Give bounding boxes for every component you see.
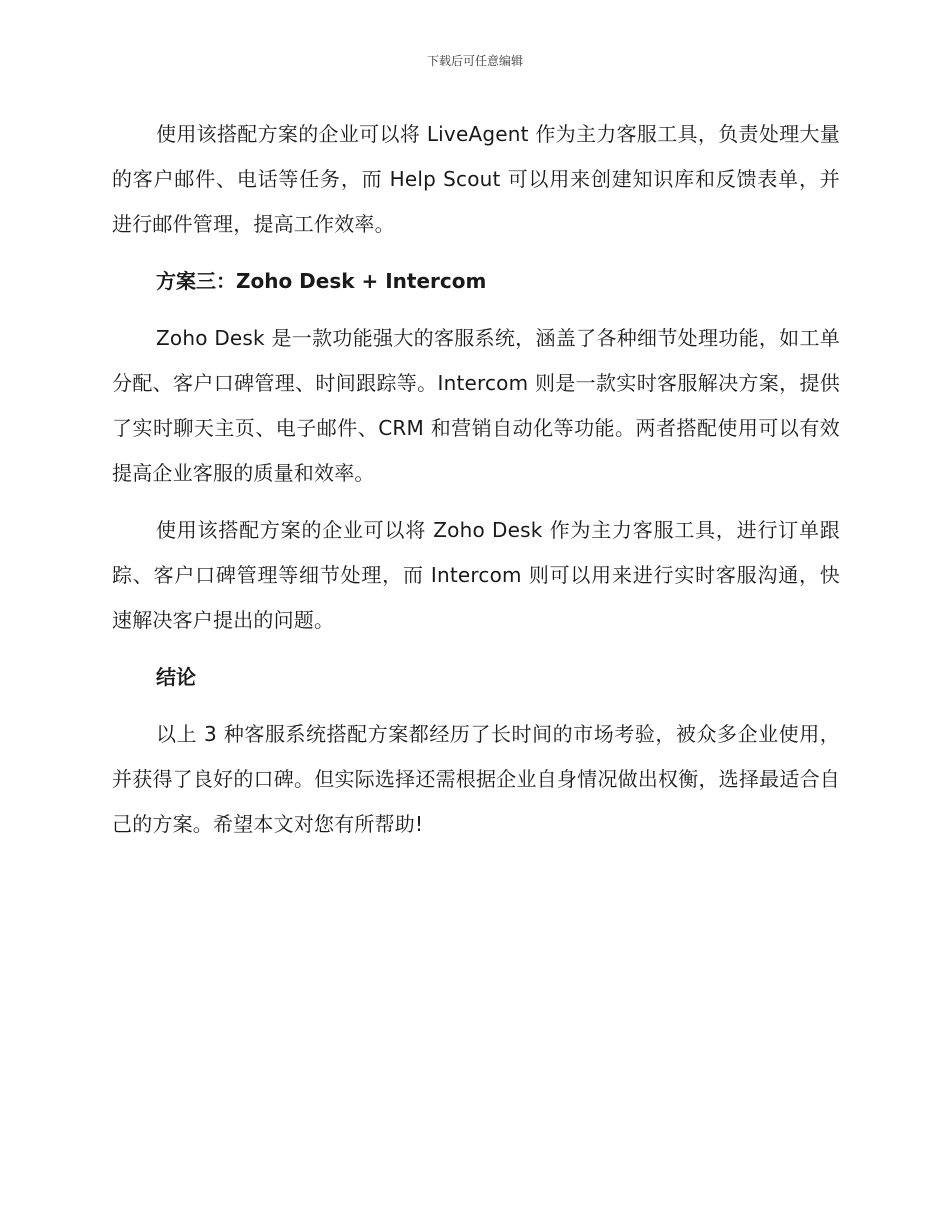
paragraph-zoho-intercom-intro: Zoho Desk 是一款功能强大的客服系统，涵盖了各种细节处理功能，如工单分配、客户口碑管理、时间跟踪等。Intercom 则是一款实时客服解决方案，提供了实时聊天主页、电子邮件、CRM 和营销自动化等功能。两者搭配使用可以有效提高企业客服的质量和效率。 [112, 326, 840, 485]
paragraph-conclusion: 以上 3 种客服系统搭配方案都经历了长时间的市场考验，被众多企业使用，并获得了良好的口碑。但实际选择还需根据企业自身情况做出权衡，选择最适合自己的方案。希望本文对您有所帮助! [112, 722, 840, 836]
section-heading-option-three: 方案三：Zoho Desk + Intercom [156, 269, 487, 293]
document-body [112, 112, 840, 859]
paragraph-zoho-intercom-usage: 使用该搭配方案的企业可以将 Zoho Desk 作为主力客服工具，进行订单跟踪、客户口碑管理等细节处理，而 Intercom 则可以用来进行实时客服沟通，快速解决客户提出的问题。 [112, 518, 840, 632]
page-header: 下载后可任意编辑 [426, 54, 523, 68]
section-heading-conclusion: 结论 [156, 665, 196, 689]
paragraph-liveagent-helpscout: 使用该搭配方案的企业可以将 LiveAgent 作为主力客服工具，负责处理大量的客户邮件、电话等任务，而 Help Scout 可以用来创建知识库和反馈表单，并进行邮件管理，提高工作效率。 [112, 122, 840, 236]
